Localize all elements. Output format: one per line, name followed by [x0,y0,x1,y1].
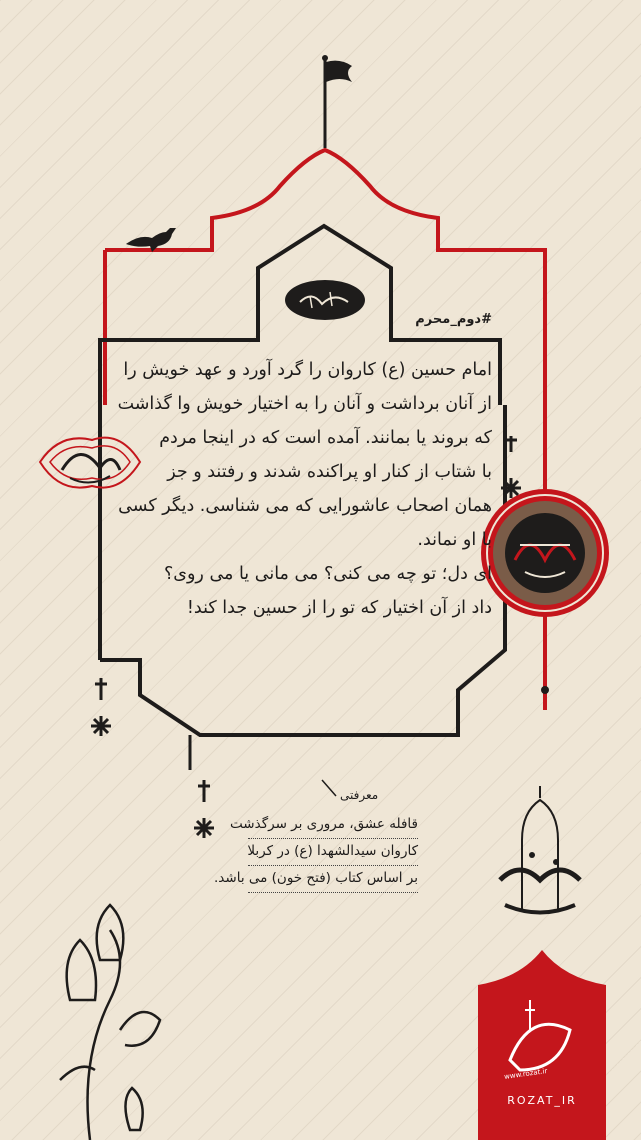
caravan-calligraphy-logo [500,786,580,913]
poem-line: که بروند یا بمانند. آمده است که در اینجا مردم [159,428,492,448]
hashtag: #دوم_محرم [415,312,492,327]
poem-line: از آنان برداشت و آنان را به اختیار خویش وا گذاشت [117,394,492,414]
medallion-icon [481,489,609,617]
flag-icon [322,55,352,148]
poem-line: داد از آن اختیار که تو را از حسین جدا کند! [186,598,492,618]
poem-line: همان اصحاب عاشورایی که می شناسی. دیگر کسی [118,496,492,516]
poem-line: با او نماند. [417,530,492,550]
rosette-icon [194,780,214,838]
intro-line: قافله عشق، مروری بر سرگذشت [248,812,418,839]
poem-line: با شتاب از کنار او پراکنده شدند و رفتند و جز [167,462,492,482]
poem-text [112,353,492,625]
website-text: www.rozat.ir [503,1067,548,1081]
tulip-icon [60,905,160,1140]
poem-line: ای دل؛ تو چه می کنی؟ می مانی یا می روی؟ [164,564,492,584]
logo-icon [478,950,606,1140]
brand-handle: ROZAT_IR [507,1094,577,1107]
intro-line: کاروان سیدالشهدا (ع) در کربلا [248,839,418,866]
intro-line: بر اساس کتاب (فتح خون) می باشد. [248,866,418,893]
rosette-icon [541,686,549,694]
intro-title: معرفتی [340,788,379,802]
poem-line: امام حسین (ع) کاروان را گرد آورد و عهد خویش را [123,360,492,380]
intro-block [214,812,418,893]
rosette-icon [91,678,111,736]
calligraphy-badge [285,280,365,320]
